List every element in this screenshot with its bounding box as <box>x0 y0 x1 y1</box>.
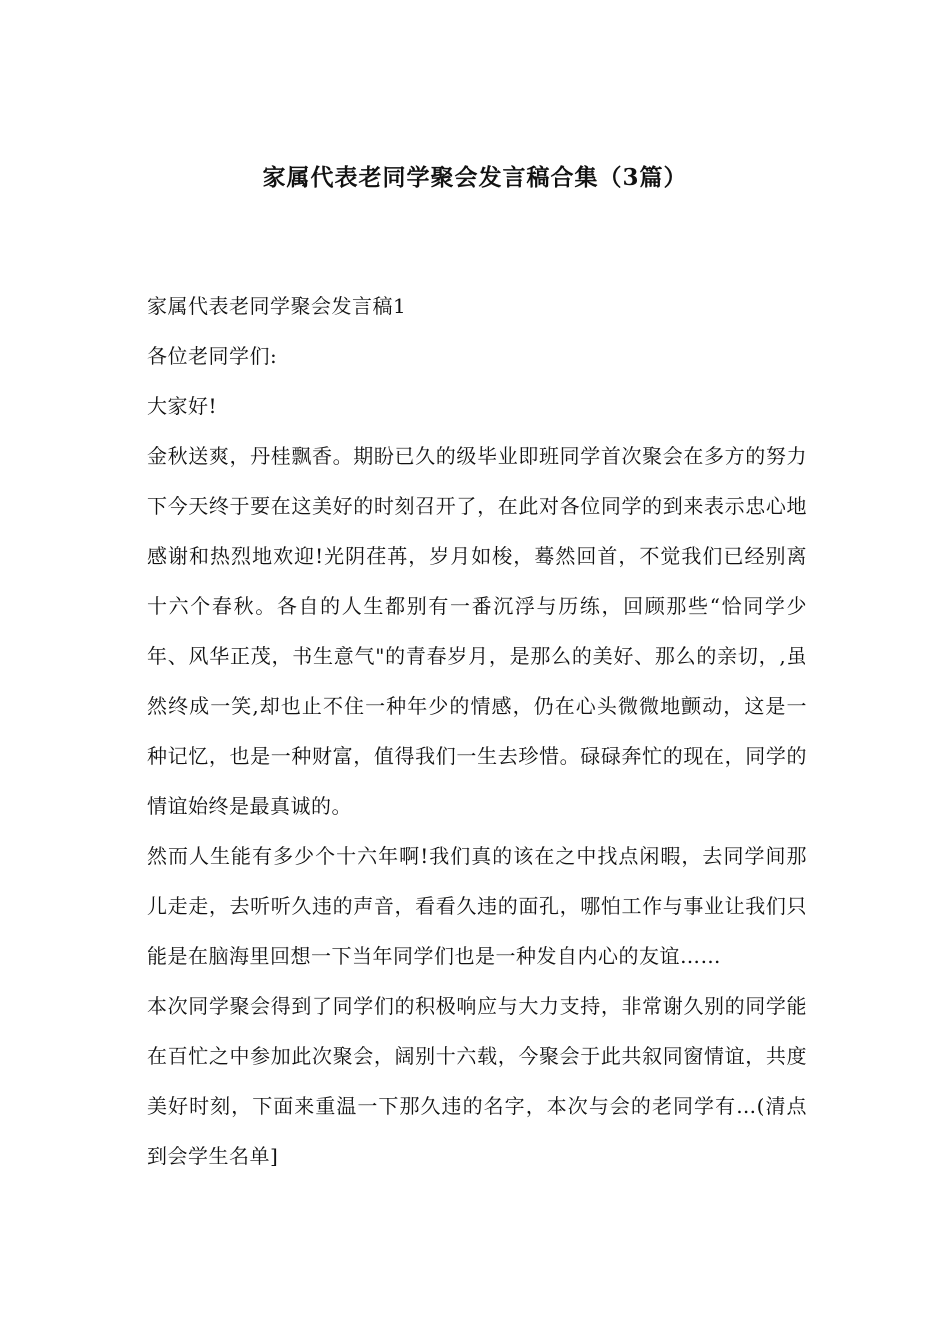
paragraph: 然而人生能有多少个十六年啊!我们真的该在之中找点闲暇，去同学间那儿走走，去听听久违的声音，看看久违的面孔，哪怕工作与事业让我们只能是在脑海里回想一下当年同学们也是一种发自内心的友谊…… <box>147 844 807 968</box>
document-title: 家属代表老同学聚会发言稿合集（3篇） <box>262 164 688 191</box>
paragraph: 本次同学聚会得到了同学们的积极响应与大力支持，非常谢久别的同学能在百忙之中参加此次聚会，阔别十六载，今聚会于此共叙同窗情谊，共度美好时刻，下面来重温一下那久违的名字，本次与会的老同学有…(清点到会学生名单] <box>147 994 807 1168</box>
paragraph: 金秋送爽，丹桂飘香。期盼已久的级毕业即班同学首次聚会在多方的努力下今天终于要在这美好的时刻召开了，在此对各位同学的到来表示忠心地感谢和热烈地欢迎!光阴荏苒，岁月如梭，蓦然回首，不觉我们已经别离十六个春秋。各自的人生都别有一番沉浮与历练，回顾那些“恰同学少年、风华正茂，书生意气"的青春岁月，是那么的美好、那么的亲切，,虽然终成一笑,却也止不住一种年少的情感，仍在心头微微地颤动，这是一种记忆，也是一种财富，值得我们一生去珍惜。碌碌奔忙的现在，同学的情谊始终是最真诚的。 <box>147 444 807 818</box>
salutation: 各位老同学们: <box>147 344 278 368</box>
document-body <box>147 281 807 1181</box>
greeting: 大家好! <box>147 394 218 418</box>
section-heading: 家属代表老同学聚会发言稿1 <box>147 294 407 318</box>
